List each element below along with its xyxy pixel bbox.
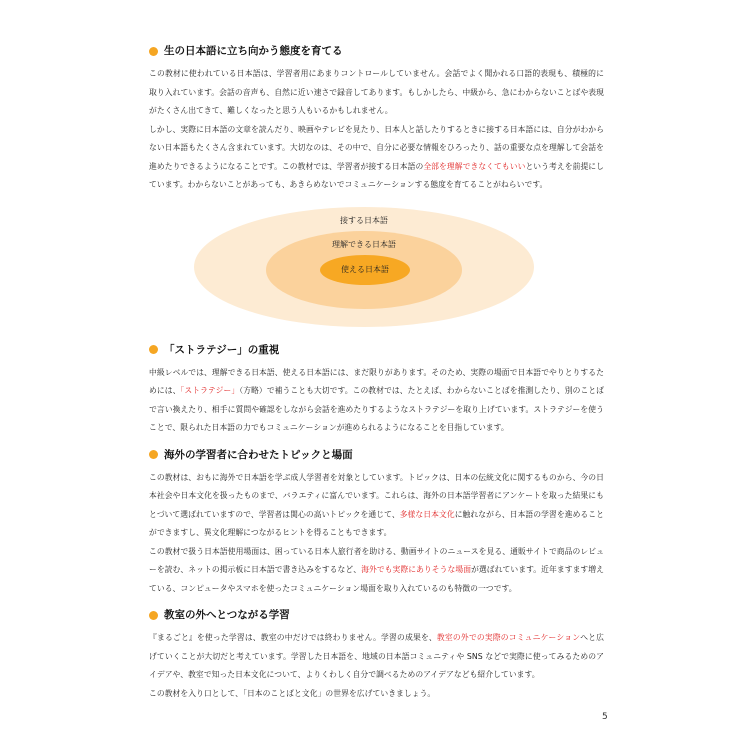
- heading-text: 生の日本語に立ち向かう態度を育てる: [164, 45, 343, 57]
- heading-text: 教室の外へとつながる学習: [164, 609, 290, 621]
- highlighted-text: 海外でも実際にありそうな場面: [361, 565, 472, 574]
- nested-ellipse-diagram: [149, 207, 604, 329]
- paragraph: [149, 629, 604, 685]
- section-heading: [149, 448, 604, 462]
- orange-bullet-icon: [149, 611, 158, 620]
- section-strategy: [149, 343, 604, 438]
- paragraph-text: という考えを前提にしています。わからないことがあっても、あきらめないでコミュニケーションする態度を育てることがねらいです。: [149, 161, 605, 189]
- page-content: [149, 44, 604, 713]
- section-heading: [149, 608, 604, 622]
- paragraph-text: この教材は、おもに海外で日本語を学ぶ成人学習者を対象としています。トピックは、日本の伝統文化に関するものから、今の日本社会や日本文化を扱ったものまで、バラエティに富んでいます。これらは、海外の日本語学習者にアンケートを取った結果にもとづいて選ばれていますので、学習者は関心の高いトピックを通じて、: [149, 472, 604, 519]
- paragraph: [149, 685, 604, 704]
- orange-bullet-icon: [149, 450, 158, 459]
- section-beyond-classroom: [149, 608, 604, 703]
- middle-ellipse-label: 理解できる日本語: [332, 239, 396, 249]
- paragraph: [149, 121, 604, 195]
- highlighted-text: 全部を理解できなくてもいい: [423, 161, 526, 171]
- outer-ellipse-label: 接する日本語: [340, 215, 388, 225]
- paragraph-text: に触れながら、日本語の学習を進めることができますし、異文化理解につながるヒントを得ることもできます。: [149, 509, 604, 537]
- paragraph: [149, 543, 604, 599]
- paragraph: [149, 469, 604, 543]
- orange-bullet-icon: [149, 47, 158, 56]
- paragraph: [149, 65, 604, 121]
- section-heading: [149, 44, 604, 58]
- section-heading: [149, 343, 604, 357]
- highlighted-text: 「ストラテジー」: [180, 386, 240, 395]
- paragraph-text: この教材に使われている日本語は、学習者用にあまりコントロールしていません。会話でよく聞かれる口語的表現も、積極的に取り入れています。会話の音声も、自然に近い速さで録音してあります。もしかしたら、中級から、急にわからないことばや表現がたくさん出てきて、難しくなったと思う人もいるかもしれません。: [149, 69, 604, 115]
- heading-text: 海外の学習者に合わせたトピックと場面: [164, 448, 353, 461]
- paragraph-text: この教材を入り口として、「日本のことばと文化」の世界を広げていきましょう。: [149, 688, 436, 698]
- heading-text: 「ストラテジー」の重視: [164, 343, 280, 356]
- page-number: 5: [602, 712, 608, 722]
- orange-bullet-icon: [149, 345, 158, 354]
- paragraph-text: （方略）で補うことも大切です。この教材では、たとえば、わからないことばを推測したり、別のことばで言い換えたり、相手に質問や確認をしながら会話を進めたりするようなストラテジーを取り上げています。ストラテジーを使うことで、限られた日本語の力でもコミュニケーションが進められるようになることを目指しています。: [149, 386, 605, 432]
- paragraph-text: 『まるごと』を使った学習は、教室の中だけでは終わりません。学習の成果を、: [149, 633, 437, 642]
- paragraph: [149, 364, 604, 438]
- highlighted-text: 教室の外での実際のコミュニケーション: [436, 633, 581, 642]
- paragraph-text: この教材で扱う日本語使用場面は、困っている日本人旅行者を助ける、動画サイトのニュースを見る、通販サイトで商品のレビューを読む、ネットの掲示板に日本語で書き込みをするなど、: [149, 546, 604, 574]
- paragraph-text: 中級レベルでは、理解できる日本語、使える日本語には、まだ限りがあります。そのため、実際の場面で日本語でやりとりするためには、: [149, 367, 604, 395]
- paragraph-text: しかし、実際に日本語の文章を読んだり、映画やテレビを見たり、日本人と話したりするときに接する日本語には、自分がわからない日本語もたくさん含まれています。大切なのは、その中で、自分に必要な情報をひろったり、話の重要な点を理解して会話を進めたりできるようになることです。この教材では、学習者が接する日本語の: [149, 124, 604, 171]
- section-overseas-topics: [149, 448, 604, 599]
- paragraph-text: が選ばれています。近年ますます増えている、コンピュータやスマホを使ったコミュニケーション場面を取り入れているのも特徴の一つです。: [149, 565, 604, 593]
- paragraph-text: へと広げていくことが大切だと考えています。学習した日本語を、地域の日本語コミュニティや SNS などで実際に使ってみるためのアイデアや、教室で知った日本文化について、よりくわしく自分で調べるためのアイデアなども紹介しています。: [149, 633, 605, 679]
- inner-ellipse: [320, 255, 410, 285]
- inner-ellipse-label: 使える日本語: [341, 264, 389, 274]
- section-raw-japanese: [149, 44, 604, 195]
- highlighted-text: 多様な日本文化: [399, 509, 455, 519]
